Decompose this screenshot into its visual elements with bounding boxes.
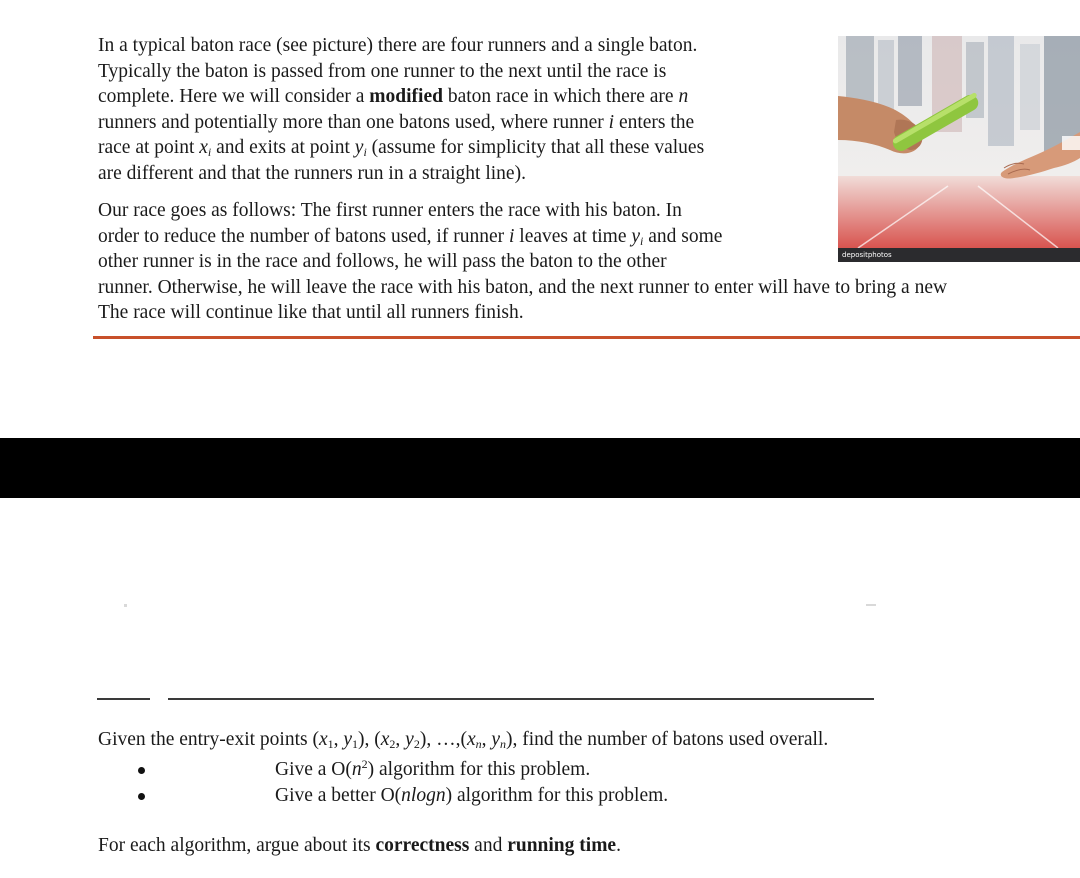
task-statement: Given the entry-exit points ($x_1$, $y_1$), ($x_2$, $y_2$), $\dots,(x_n$, $y_n$), find the number of batons used overall. [98, 729, 829, 751]
list-item-quadratic [0, 757, 1080, 783]
race-line-3: other runner is in the race and follows, he will pass the baton to the other [98, 251, 667, 272]
section-divider-orange [93, 336, 1080, 339]
intro-line-6: are different and that the runners run in a straight line). [98, 162, 526, 184]
closing-instruction: For each algorithm, argue about its correctness and running time. [98, 835, 621, 856]
race-paragraph [98, 198, 947, 326]
intro-line-1: In a typical baton race (see picture) there are four runners and a single baton. [98, 35, 698, 56]
intro-line-2: Typically the baton is passed from one runner to the next until the race is [98, 60, 667, 82]
redaction-band [0, 438, 1080, 498]
list-item-text: Give a better O(nlogn) algorithm for this problem. [275, 785, 669, 806]
photo-watermark: depositphotos [838, 248, 1080, 262]
divider-gap [150, 698, 168, 700]
scan-speck [866, 604, 876, 606]
intro-line-4: runners and potentially more than one batons used, where runner i enters the [98, 111, 695, 133]
bullet-icon [138, 793, 145, 800]
race-line-5: The race will continue like that until all runners finish. [98, 302, 524, 323]
relay-baton-photo [838, 36, 1080, 262]
intro-paragraph [98, 33, 704, 186]
section-divider-thin [97, 698, 874, 700]
race-line-2: order to reduce the number of batons used, if runner i leaves at time $y_i$ and some [98, 225, 723, 248]
list-item-text: Give a $O(n^2)$ algorithm for this problem. [275, 757, 591, 780]
race-line-1: Our race goes as follows: The first runner enters the race with his baton. In [98, 200, 682, 221]
race-line-4: runner. Otherwise, he will leave the race with his baton, and the next runner to enter will have to bring a new [98, 276, 948, 298]
bullet-icon [138, 767, 145, 774]
intro-line-3: complete. Here we will consider a modified baton race in which there are n [98, 86, 689, 107]
scan-speck [124, 604, 127, 607]
modified-keyword: modified [369, 86, 443, 107]
relay-handoff-illustration [838, 36, 1080, 262]
list-item-nlogn [0, 783, 1080, 809]
intro-line-5: race at point $x_i$ and exits at point $y_i$ (assume for simplicity that all these values [98, 137, 705, 159]
